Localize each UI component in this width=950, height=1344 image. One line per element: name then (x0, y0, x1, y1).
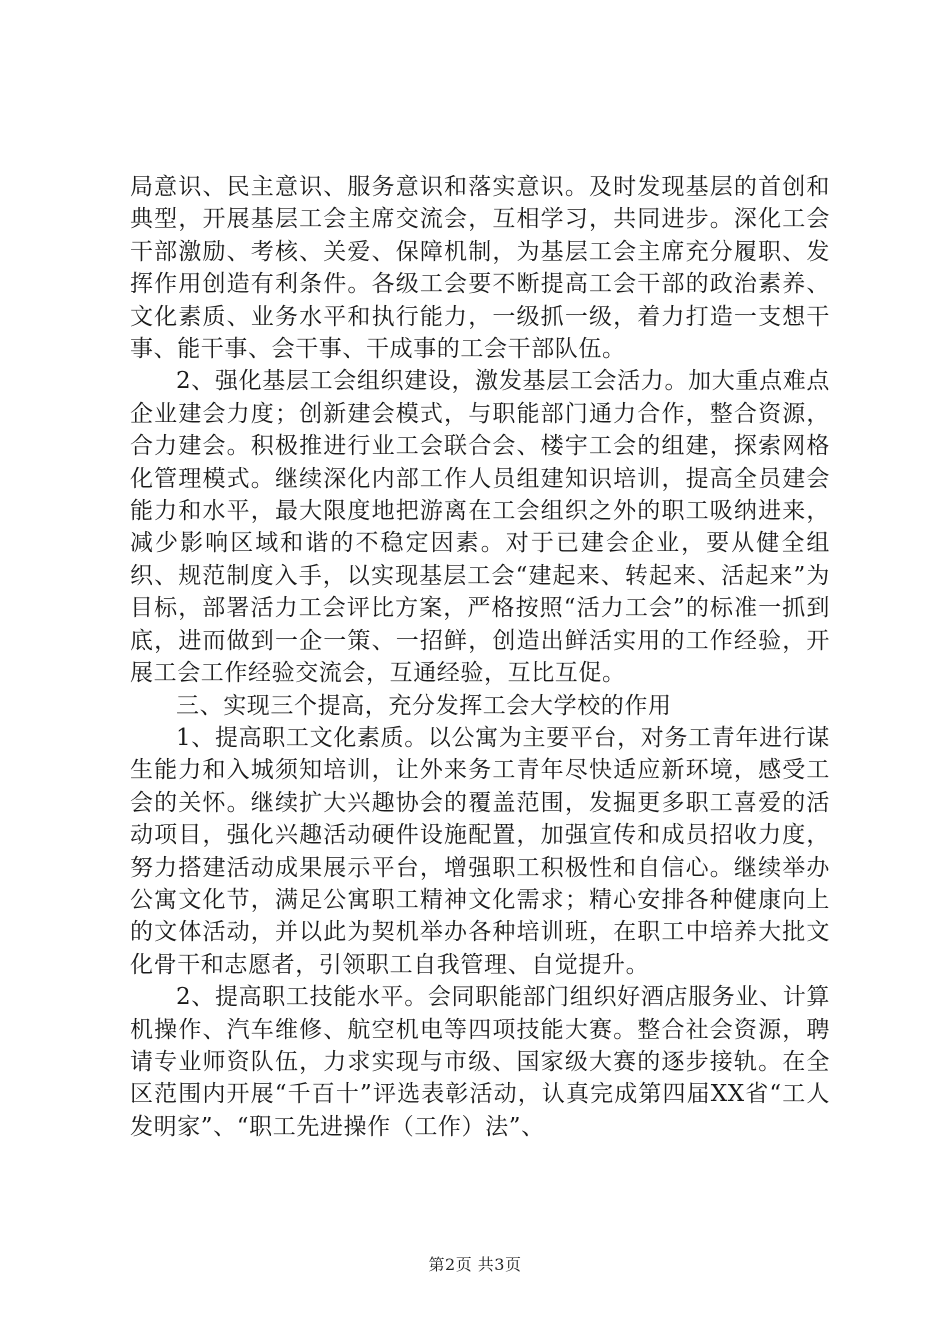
paragraph-1: 局意识、民主意识、服务意识和落实意识。及时发现基层的首创和典型，开展基层工会主席交流会，互相学习，共同进步。深化工会干部激励、考核、关爱、保障机制，为基层工会主席充分履职、发挥作用创造有利条件。各级工会要不断提高工会干部的政治素养、文化素质、业务水平和执行能力，一级抓一级，着力打造一支想干事、能干事、会干事、干成事的工会干部队伍。 (130, 174, 830, 363)
paragraph-4: 2、提高职工技能水平。会同职能部门组织好酒店服务业、计算机操作、汽车维修、航空机电等四项技能大赛。整合社会资源，聘请专业师资队伍，力求实现与市级、国家级大赛的逐步接轨。在全区范围内开展“千百十”评选表彰活动，认真完成第四届XX省“工人发明家”、“职工先进操作（工作）法”、 (130, 984, 830, 1140)
page-footer: 第2页 共3页 (428, 1255, 522, 1274)
document-body (130, 171, 830, 1143)
paragraph-3: 1、提高职工文化素质。以公寓为主要平台，对务工青年进行谋生能力和入城须知培训，让外来务工青年尽快适应新环境，感受工会的关怀。继续扩大兴趣协会的覆盖范围，发掘更多职工喜爱的活动项目，强化兴趣活动硬件设施配置，加强宣传和成员招收力度，努力搭建活动成果展示平台，增强职工积极性和自信心。继续举办公寓文化节，满足公寓职工精神文化需求；精心安排各种健康向上的文体活动，并以此为契机举办各种培训班，在职工中培养大批文化骨干和志愿者，引领职工自我管理、自觉提升。 (130, 724, 830, 978)
section-heading: 三、实现三个提高，充分发挥工会大学校的作用 (176, 692, 672, 719)
paragraph-2: 2、强化基层工会组织建设，激发基层工会活力。加大重点难点企业建会力度；创新建会模式，与职能部门通力合作，整合资源，合力建会。积极推进行业工会联合会、楼宇工会的组建，探索网格化管理模式。继续深化内部工作人员组建知识培训，提高全员建会能力和水平，最大限度地把游离在工会组织之外的职工吸纳进来，减少影响区域和谐的不稳定因素。对于已建会企业，要从健全组织、规范制度入手，以实现基层工会“建起来、转起来、活起来”为目标，部署活力工会评比方案，严格按照“活力工会”的标准一抓到底，进而做到一企一策、一招鲜，创造出鲜活实用的工作经验，开展工会工作经验交流会，互通经验，互比互促。 (130, 368, 830, 687)
